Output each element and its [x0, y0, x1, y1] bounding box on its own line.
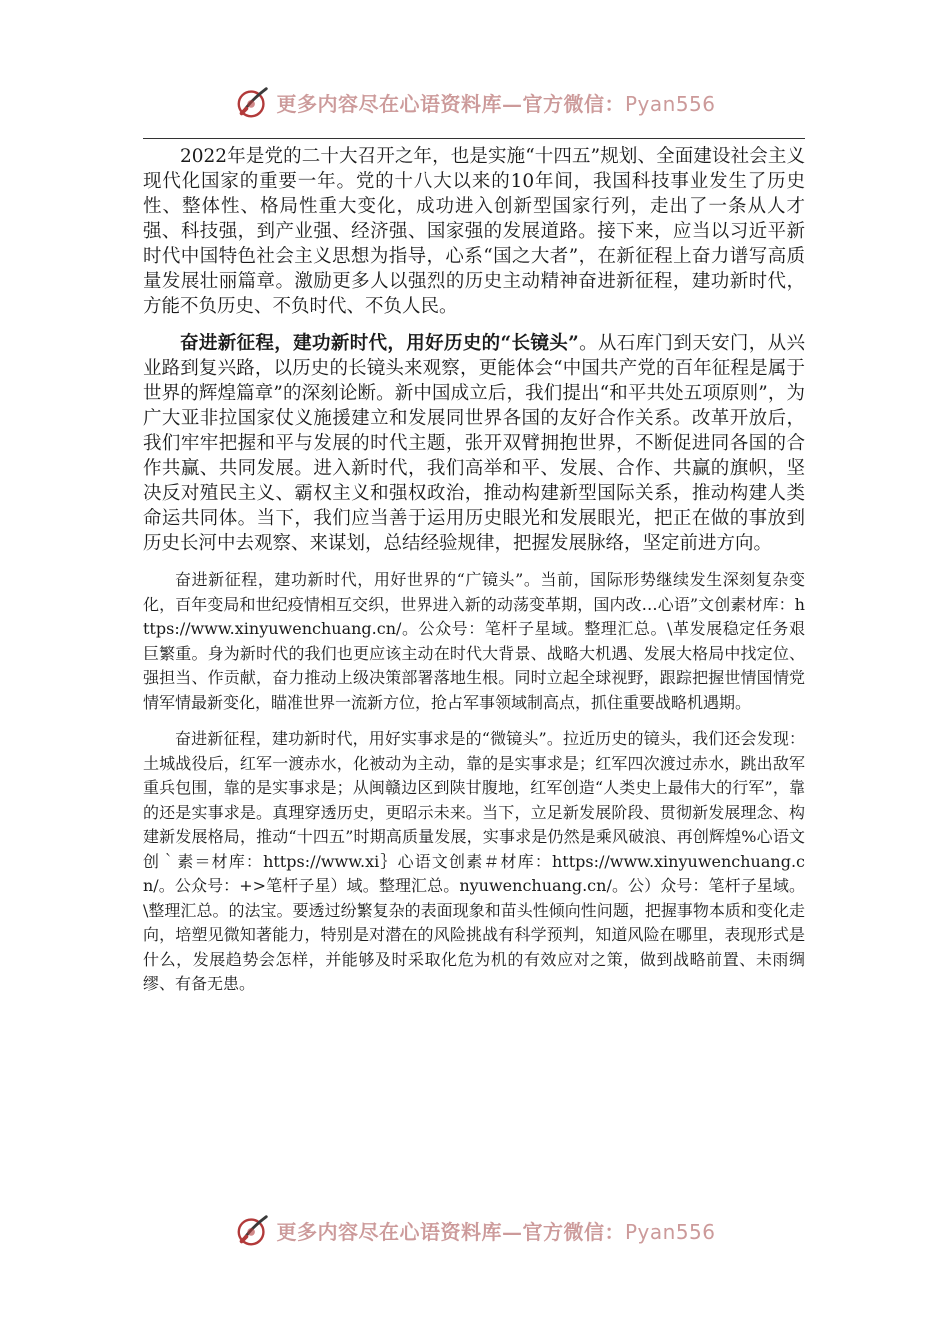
paragraph-3-text: 奋进新征程，建功新时代，用好世界的“广镜头”。当前，国际形势继续发生深刻复杂变化，百年变局和世纪疫情相互交织，世界进入新的动荡变革期，国内改…心语”文创素材库：https://www.xinyuwenchuang.cn/。公众号：笔杆子星域。整理汇总。\革发展稳定任务艰巨繁重。身为新时代的我们也更应该主动在时代大背景、战略大机遇、发展大格局中找定位、强担当、作贡献，奋力推动上级决策部署落地生根。同时立起全球视野，跟踪把握世情国情党情军情最新变化，瞄准世界一流新方位，抢占军事领域制高点，抓住重要战略机遇期。: [143, 570, 805, 712]
header-banner: [0, 82, 950, 122]
footer-wechat-id: Pyan556: [624, 1219, 716, 1244]
header-rule: [143, 138, 805, 139]
footer-banner-label: 更多内容尽在心语资料库—官方微信：: [276, 1219, 625, 1244]
brush-logo-icon: [234, 83, 272, 121]
brush-logo-icon: [234, 1211, 272, 1249]
header-banner-text: [276, 88, 715, 117]
paragraph-4: [143, 727, 805, 997]
paragraph-2-text: 。从石库门到天安门，从兴业路到复兴路，以历史的长镜头来观察，更能体会“中国共产党的百年征程是属于世界的辉煌篇章”的深刻论断。新中国成立后，我们提出“和平共处五项原则”，为广大亚非拉国家仗义施援建立和发展同世界各国的友好合作关系。改革开放后，我们牢牢把握和平与发展的时代主题，张开双臂拥抱世界，不断促进同各国的合作共赢、共同发展。进入新时代，我们高举和平、发展、合作、共赢的旗帜，坚决反对殖民主义、霸权主义和强权政治，推动构建新型国际关系，推动构建人类命运共同体。当下，我们应当善于运用历史眼光和发展眼光，把正在做的事放到历史长河中去观察、来谋划，总结经验规律，把握发展脉络，坚定前进方向。: [143, 333, 805, 554]
footer-banner-text: [276, 1216, 715, 1245]
document-body: [143, 144, 805, 997]
paragraph-2-lead: 奋进新征程，建功新时代，用好历史的“长镜头”: [180, 333, 579, 354]
footer-banner: [0, 1210, 950, 1250]
header-wechat-id: Pyan556: [624, 91, 716, 116]
paragraph-1: [143, 144, 805, 319]
paragraph-2: [143, 331, 805, 556]
header-banner-label: 更多内容尽在心语资料库—官方微信：: [276, 91, 625, 116]
paragraph-1-text: 2022年是党的二十大召开之年，也是实施“十四五”规划、全面建设社会主义现代化国家的重要一年。党的十八大以来的10年间，我国科技事业发生了历史性、整体性、格局性重大变化，成功进入创新型国家行列，走出了一条从人才强、科技强，到产业强、经济强、国家强的发展道路。接下来，应当以习近平新时代中国特色社会主义思想为指导，心系“国之大者”，在新征程上奋力谱写高质量发展壮丽篇章。激励更多人以强烈的历史主动精神奋进新征程，建功新时代，方能不负历史、不负时代、不负人民。: [143, 146, 805, 317]
paragraph-3: [143, 568, 805, 715]
paragraph-4-text: 奋进新征程，建功新时代，用好实事求是的“微镜头”。拉近历史的镜头，我们还会发现：土城战役后，红军一渡赤水，化被动为主动，靠的是实事求是；红军四次渡过赤水，跳出敌军重兵包围，靠的是实事求是；从闽赣边区到陕甘腹地，红军创造“人类史上最伟大的行军”，靠的还是实事求是。真理穿透历史，更昭示未来。当下，立足新发展阶段、贯彻新发展理念、构建新发展格局，推动“十四五”时期高质量发展，实事求是仍然是乘风破浪、再创辉煌%心语文创｀素＝材库：https://www.xi｝心语文创素＃材库：https://www.xinyuwenchuang.cn/。公众号：+>笔杆子星）域。整理汇总。nyuwenchuang.cn/。公）众号：笔杆子星域。\整理汇总。的法宝。要透过纷繁复杂的表面现象和苗头性倾向性问题，把握事物本质和变化走向，培塑见微知著能力，特别是对潜在的风险挑战有科学预判，知道风险在哪里，表现形式是什么，发展趋势会怎样，并能够及时采取化危为机的有效应对之策，做到战略前置、未雨绸缪、有备无患。: [143, 729, 805, 993]
